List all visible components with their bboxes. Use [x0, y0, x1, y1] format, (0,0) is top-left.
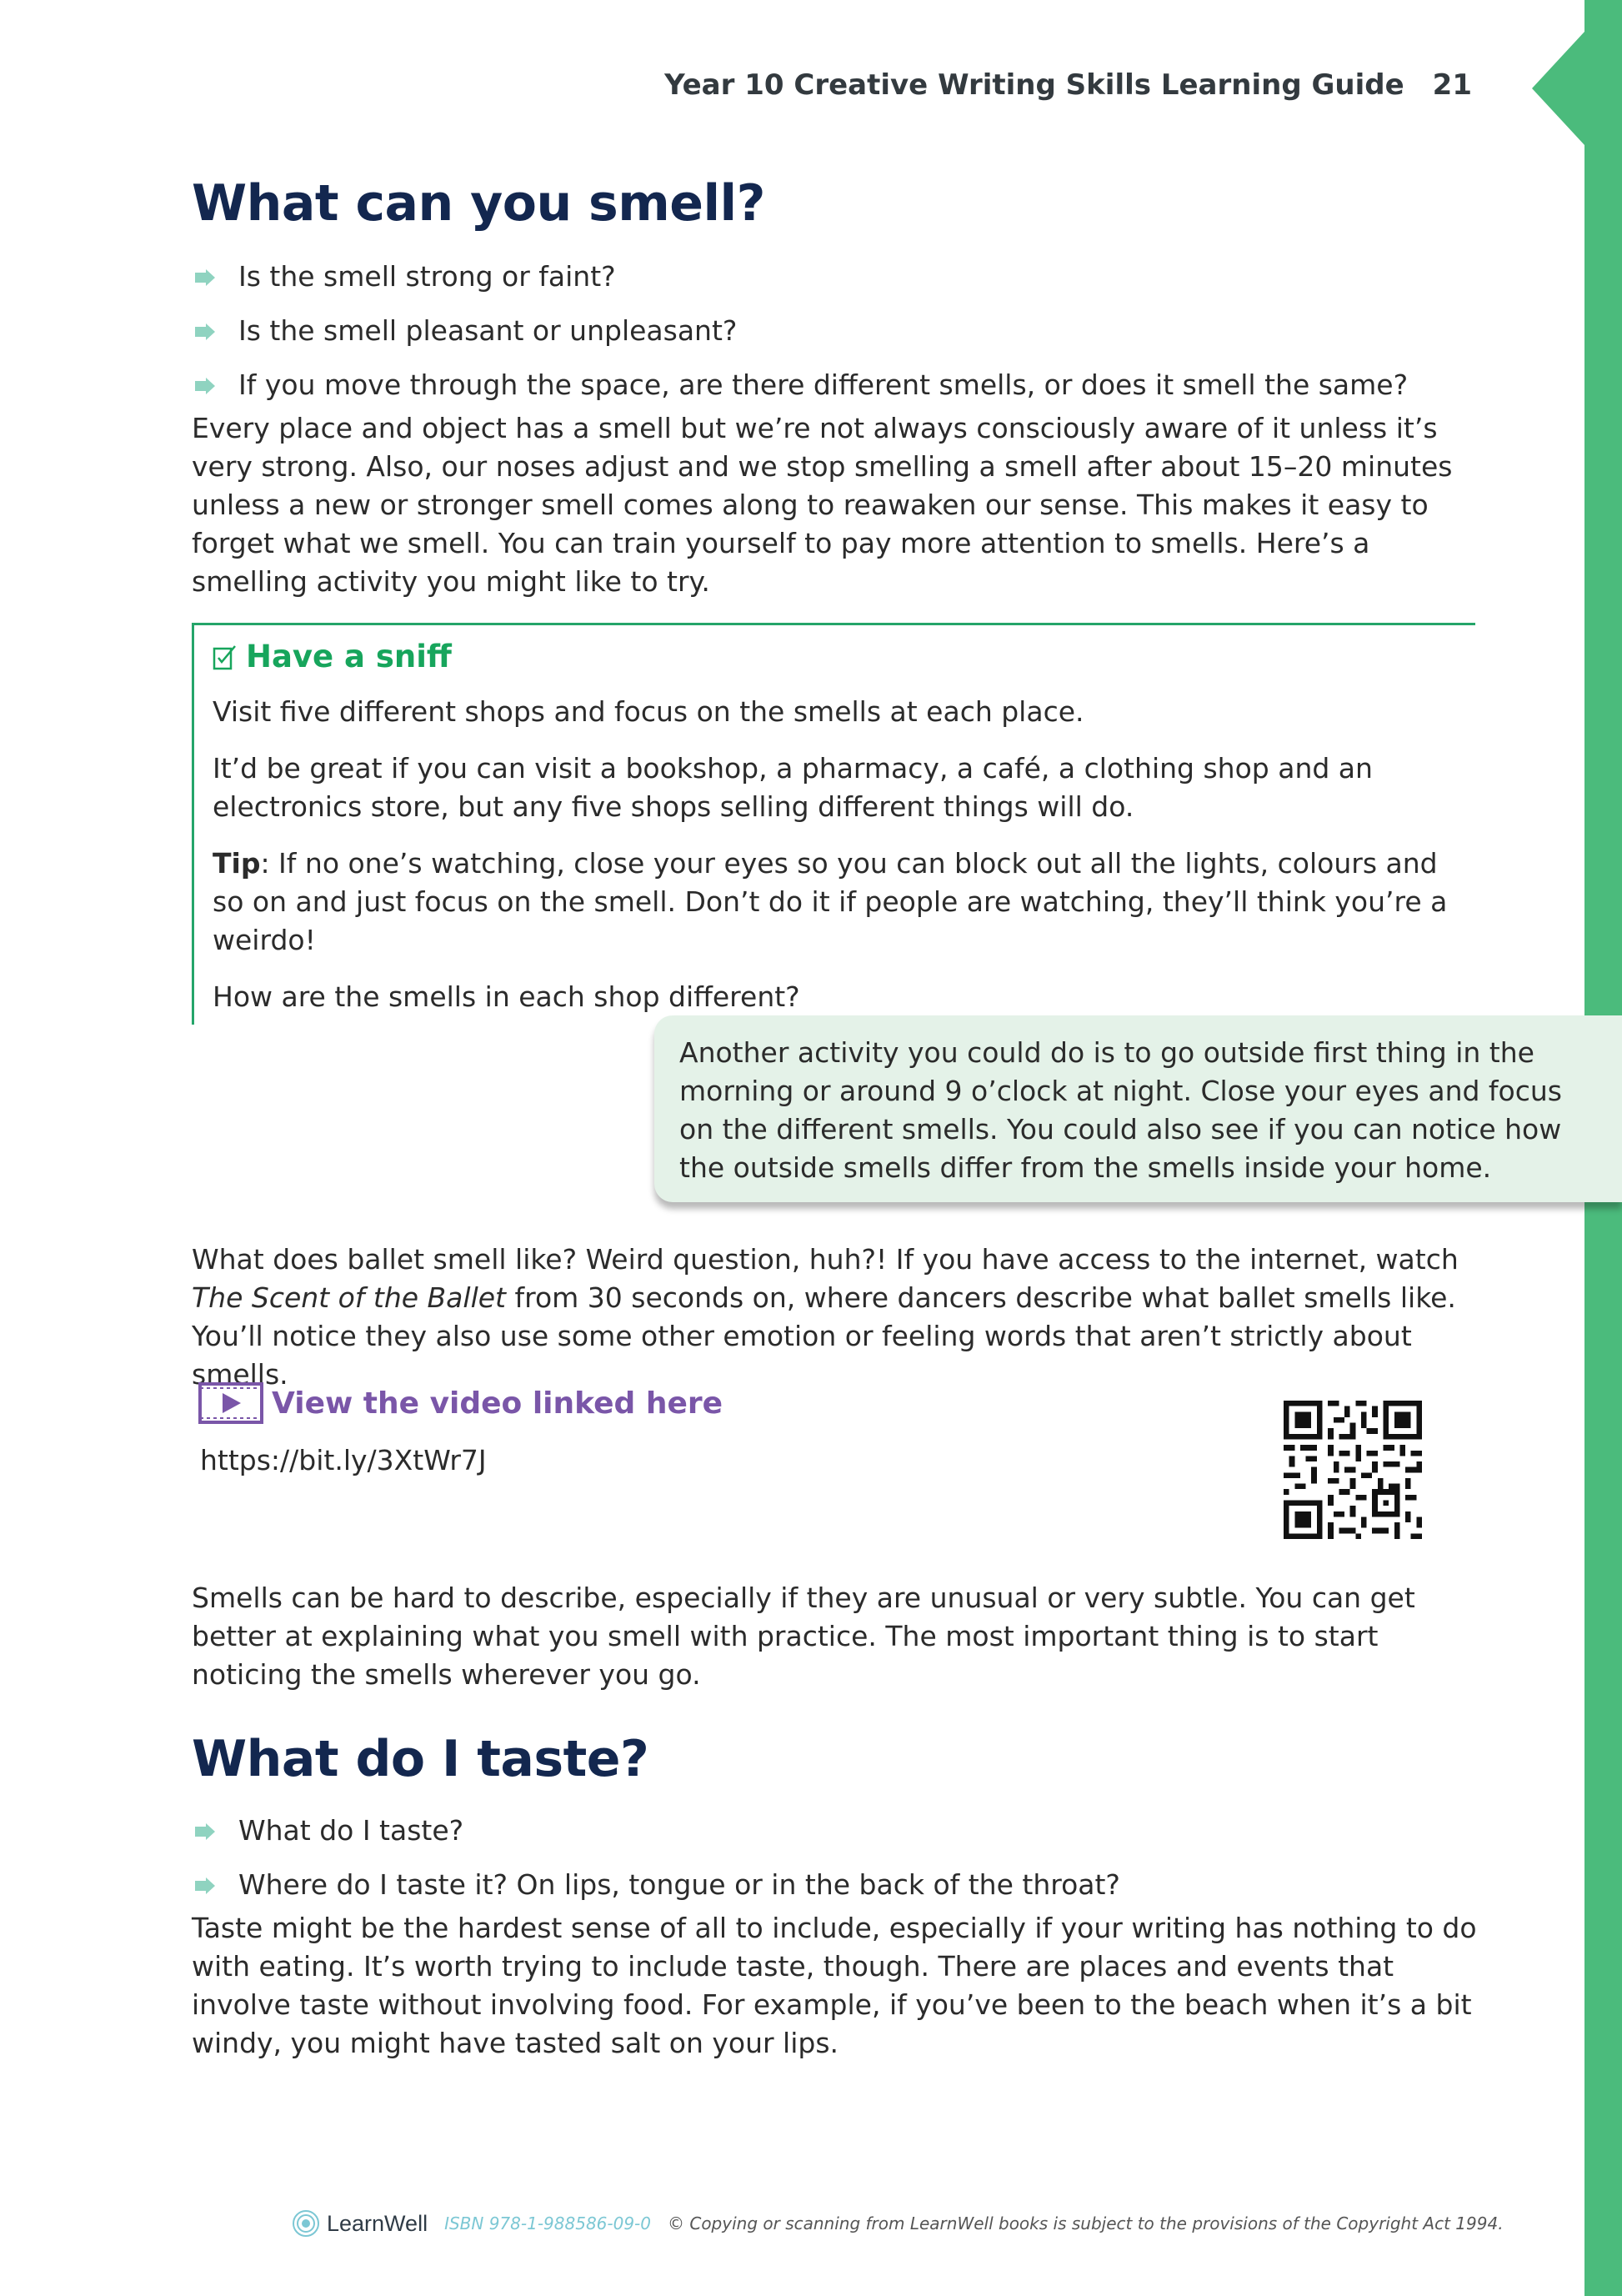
list-item: Where do I taste it? On lips, tongue or in the back of the throat? [192, 1866, 1492, 1904]
smell-heading: What can you smell? [192, 174, 765, 233]
footer-isbn: ISBN 978-1-988586-09-0 [444, 2213, 651, 2233]
taste-paragraph: Taste might be the hardest sense of all to include, especially if your writing has nothing to do with eating. It’s worth trying to include taste, though. There are places and events that involve taste without involving food. For example, if you’ve been to the beach when it’s a bit windy, you might have tasted salt on your lips. [192, 1912, 1477, 2059]
smell-summary-paragraph: Smells can be hard to describe, especially if they are unusual or very subtle. You can get better at explaining what you smell with practice. The most important thing is to start noticing the smells wherever you go. [192, 1582, 1415, 1691]
tip-label: Tip [213, 847, 261, 880]
smell-section [192, 175, 1475, 1025]
film-title: The Scent of the Ballet [192, 1281, 506, 1314]
page-tab-marker [1532, 32, 1622, 145]
video-link[interactable] [198, 1382, 723, 1424]
activity-title: Have a sniff [213, 639, 1475, 674]
list-item: If you move through the space, are there different smells, or does it smell the same? [192, 366, 1475, 404]
list-item: Is the smell strong or faint? [192, 258, 1475, 296]
bullet-arrow-icon [193, 367, 217, 405]
learnwell-logo-icon [292, 2209, 320, 2238]
bullet-arrow-icon [193, 258, 217, 297]
taste-heading: What do I taste? [192, 1730, 649, 1788]
activity-box [192, 623, 1475, 1025]
bullet-arrow-icon [193, 1867, 217, 1905]
activity-instruction: Visit five different shops and focus on the smells at each place. [213, 695, 1084, 728]
video-link-label[interactable]: View the video linked here [272, 1386, 723, 1421]
guide-title: Year 10 Creative Writing Skills Learning Guide [664, 68, 1404, 102]
activity-note-callout: Another activity you could do is to go outside first thing in the morning or around 9 o’clock at night. Close your eyes and focus on the different smells. You could also see if you can notice how the outside smells differ from the smells inside your home. [654, 1015, 1622, 1202]
video-play-icon [198, 1382, 263, 1424]
footer-brand: LearnWell [327, 2210, 428, 2236]
ballet-paragraph: What does ballet smell like? Weird question, huh?! If you have access to the internet, watch The Scent of the Ballet from 30 seconds on, where dancers describe what ballet smells like. You’ll notice they also use some other emotion or feeling words that aren’t strictly about smells. [192, 1243, 1459, 1391]
smell-paragraph: Every place and object has a smell but we’re not always consciously aware of it unless it’s very strong. Also, our noses adjust and we stop smelling a smell after about 15–20 minutes unless a new or stronger smell comes along to reawaken our sense. This makes it easy to forget what we smell. You can train yourself to pay more attention to smells. Here’s a smelling activity you might like to try. [192, 412, 1453, 598]
bullet-arrow-icon [193, 1812, 217, 1851]
smell-bullet-list [192, 258, 1475, 404]
taste-bullet-list [192, 1812, 1492, 1904]
running-header [664, 68, 1472, 102]
activity-shops: It’d be great if you can visit a bookshop, a pharmacy, a café, a clothing shop and an electronics store, but any five shops selling different things will do. [213, 752, 1373, 823]
checklist-icon [213, 644, 238, 670]
activity-tip: Tip: If no one’s watching, close your eyes so you can block out all the lights, colours and so on and just focus on the smell. Don’t do it if people are watching, they’ll think you’re a weirdo! [213, 847, 1448, 956]
footer-copyright: © Copying or scanning from LearnWell books is subject to the provisions of the Copyright Act 1994. [668, 2213, 1504, 2233]
activity-question: How are the smells in each shop different? [213, 980, 800, 1013]
video-url[interactable]: https://bit.ly/3XtWr7J [200, 1444, 487, 1476]
list-item: Is the smell pleasant or unpleasant? [192, 312, 1475, 350]
bullet-arrow-icon [193, 313, 217, 351]
taste-section [192, 1731, 1492, 2063]
page-footer [292, 2209, 1504, 2238]
page-number: 21 [1432, 68, 1472, 102]
qr-code[interactable] [1284, 1401, 1422, 1539]
list-item: What do I taste? [192, 1812, 1492, 1850]
